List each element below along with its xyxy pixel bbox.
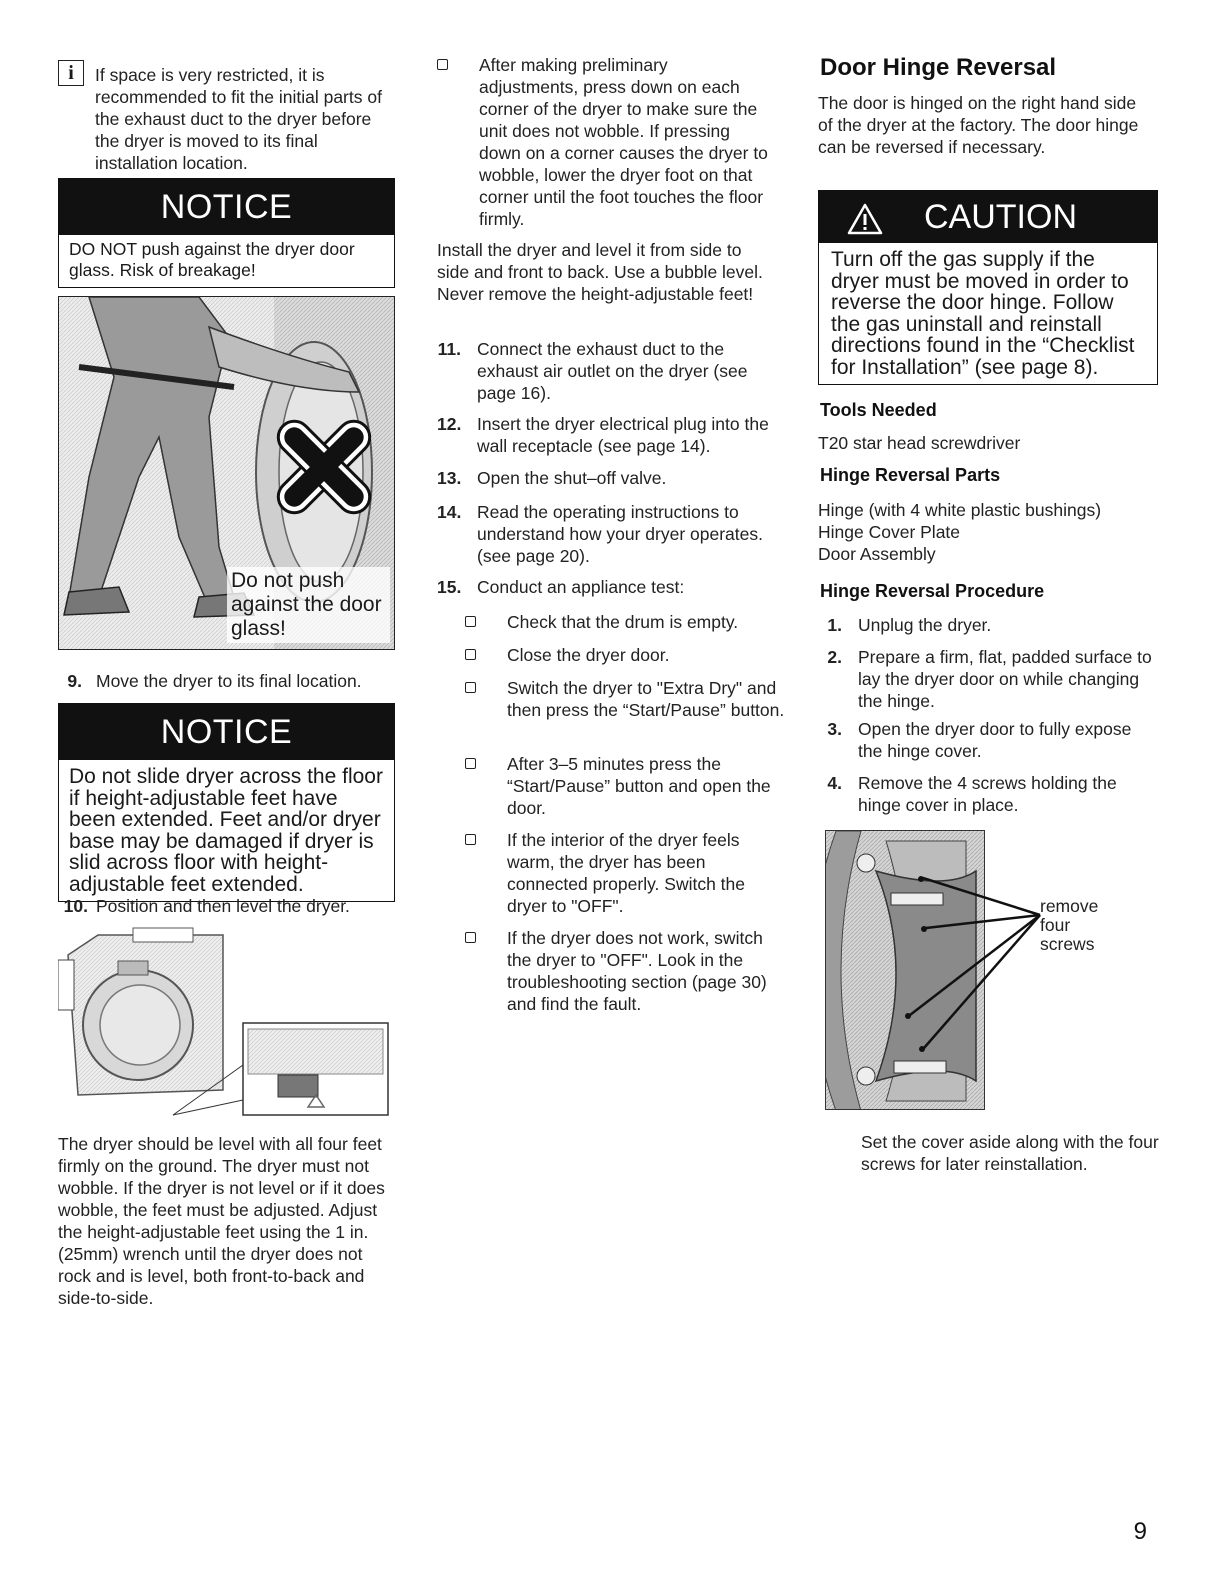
step-12 bbox=[437, 413, 777, 456]
level-dryer-illustration bbox=[58, 925, 393, 1120]
checklist-text: Check that the drum is empty. bbox=[507, 612, 739, 632]
checklist-text: After making preliminary adjustments, press down on each corner of the dryer to make sure the unit does not wobble. If pressing down on a corner causes the dryer to wobble, lower the dryer foot on that corner until the foot touches the floor firmly. bbox=[479, 55, 768, 229]
figure-label-line: four bbox=[1040, 915, 1071, 935]
caution-box bbox=[818, 190, 1158, 385]
step-text: Position and then level the dryer. bbox=[96, 896, 350, 916]
step-number: 1. bbox=[827, 615, 842, 635]
step-text: Open the dryer door to fully expose the hinge cover. bbox=[858, 719, 1132, 761]
notice-text: DO NOT push against the dryer door glass. Risk of breakage! bbox=[69, 239, 355, 280]
step-text: Remove the 4 screws holding the hinge cover in place. bbox=[858, 773, 1117, 815]
step-number: 4. bbox=[827, 773, 842, 793]
parts-list bbox=[818, 499, 1153, 565]
push-door-illustration bbox=[58, 296, 395, 650]
page-number: 9 bbox=[1133, 1518, 1147, 1545]
figure-label-line: screws bbox=[1040, 934, 1095, 954]
notice-title: NOTICE bbox=[59, 179, 394, 235]
info-note-text: If space is very restricted, it is recommended to fit the initial parts of the exhaust duct to the dryer before the dryer is moved to its final installation location. bbox=[95, 65, 382, 173]
illustration-caption: Do not push against the door glass! bbox=[227, 567, 390, 643]
checkbox-icon bbox=[437, 59, 448, 70]
tools-text: T20 star head screwdriver bbox=[818, 433, 1021, 453]
step-10 bbox=[58, 895, 398, 917]
figure-label bbox=[1040, 897, 1140, 954]
notice-box-glass bbox=[58, 178, 395, 288]
set-aside-text: Set the cover aside along with the four screws for later reinstallation. bbox=[861, 1132, 1159, 1174]
step-11 bbox=[437, 338, 777, 403]
step-text: Read the operating instructions to understand how your dryer operates. (see page 20). bbox=[477, 502, 763, 566]
procedure-step-3 bbox=[818, 718, 1153, 761]
step-number: 10. bbox=[63, 896, 88, 916]
step-14 bbox=[437, 501, 777, 566]
caution-text: Turn off the gas supply if the dryer must be moved in order to reverse the door hinge. Follow the gas uninstall and reinstall directions found in the “Checklist for Installation” (see page 8). bbox=[831, 248, 1135, 379]
parts-heading: Hinge Reversal Parts bbox=[820, 465, 1001, 485]
level-paragraph: The dryer should be level with all four feet firmly on the ground. The dryer must not wobble. If the dryer is not level or if it does wobble, the feet must be adjusted. Adjust the height-adjustable feet using the 1 in. (25mm) wrench until the dryer does not rock and is level, both front-to-back and side-to-side. bbox=[58, 1134, 385, 1308]
step-13 bbox=[437, 467, 777, 489]
checklist-text: If the dryer does not work, switch the dryer to "OFF". Look in the troubleshooting section (page 30) and find the fault. bbox=[507, 928, 767, 1014]
checkbox-icon bbox=[465, 649, 476, 660]
procedure-step-1 bbox=[818, 614, 1153, 636]
step-text: Open the shut–off valve. bbox=[477, 468, 667, 488]
caution-header bbox=[819, 191, 1157, 243]
step-number: 2. bbox=[827, 647, 842, 667]
procedure-heading: Hinge Reversal Procedure bbox=[820, 581, 1045, 601]
step-number: 3. bbox=[827, 719, 842, 739]
section-heading: Door Hinge Reversal bbox=[820, 54, 1057, 81]
notice-box-slide bbox=[58, 703, 395, 902]
parts-list-item: Door Assembly bbox=[818, 544, 936, 564]
checklist-text: Close the dryer door. bbox=[507, 645, 670, 665]
step-15 bbox=[437, 576, 777, 598]
notice-title: NOTICE bbox=[59, 704, 394, 760]
checkbox-icon bbox=[465, 834, 476, 845]
step-number: 13. bbox=[437, 468, 462, 488]
procedure-step-2 bbox=[818, 646, 1153, 711]
checkbox-icon bbox=[465, 682, 476, 693]
info-icon: i bbox=[58, 60, 84, 86]
step-text: Move the dryer to its final location. bbox=[96, 671, 362, 691]
step-number: 11. bbox=[437, 339, 461, 359]
step-text: Connect the exhaust duct to the exhaust air outlet on the dryer (see page 16). bbox=[477, 339, 748, 403]
procedure-step-4 bbox=[818, 772, 1153, 815]
step-number: 9. bbox=[67, 671, 82, 691]
tools-heading: Tools Needed bbox=[820, 400, 937, 420]
checkbox-icon bbox=[465, 932, 476, 943]
install-paragraph: Install the dryer and level it from side to side and front to back. Use a bubble level. Never remove the height-adjustable feet! bbox=[437, 240, 763, 304]
step-number: 15. bbox=[437, 577, 462, 597]
warning-triangle-icon bbox=[847, 203, 883, 235]
figure-label-line: remove bbox=[1040, 896, 1099, 916]
step-number: 14. bbox=[437, 502, 462, 522]
pointer-arrows bbox=[825, 830, 1045, 1110]
checklist-text: If the interior of the dryer feels warm, the dryer has been connected properly. Switch the dryer to "OFF". bbox=[507, 830, 746, 916]
step-number: 12. bbox=[437, 414, 462, 434]
checkbox-icon bbox=[465, 758, 476, 769]
step-text: Prepare a firm, flat, padded surface to lay the dryer door on while changing the hinge. bbox=[858, 647, 1152, 711]
caution-title: CAUTION bbox=[924, 198, 1077, 236]
checklist-text: After 3–5 minutes press the “Start/Pause” button and open the door. bbox=[507, 754, 771, 818]
section-intro: The door is hinged on the right hand side of the dryer at the factory. The door hinge can be reversed if necessary. bbox=[818, 93, 1139, 157]
parts-list-item: Hinge Cover Plate bbox=[818, 522, 961, 542]
step-text: Insert the dryer electrical plug into the wall receptacle (see page 14). bbox=[477, 414, 769, 456]
checklist-text: Switch the dryer to "Extra Dry" and then press the “Start/Pause” button. bbox=[507, 678, 785, 720]
checkbox-icon bbox=[465, 616, 476, 627]
step-text: Unplug the dryer. bbox=[858, 615, 992, 635]
parts-list-item: Hinge (with 4 white plastic bushings) bbox=[818, 500, 1102, 520]
dryer-leveling-image bbox=[58, 925, 393, 1120]
notice-text: Do not slide dryer across the floor if height-adjustable feet have been extended. Feet and/or dryer base may be damaged if dryer is slid across floor with height-adjustable feet extended. bbox=[69, 765, 383, 896]
step-9 bbox=[58, 670, 398, 692]
step-text: Conduct an appliance test: bbox=[477, 577, 685, 597]
